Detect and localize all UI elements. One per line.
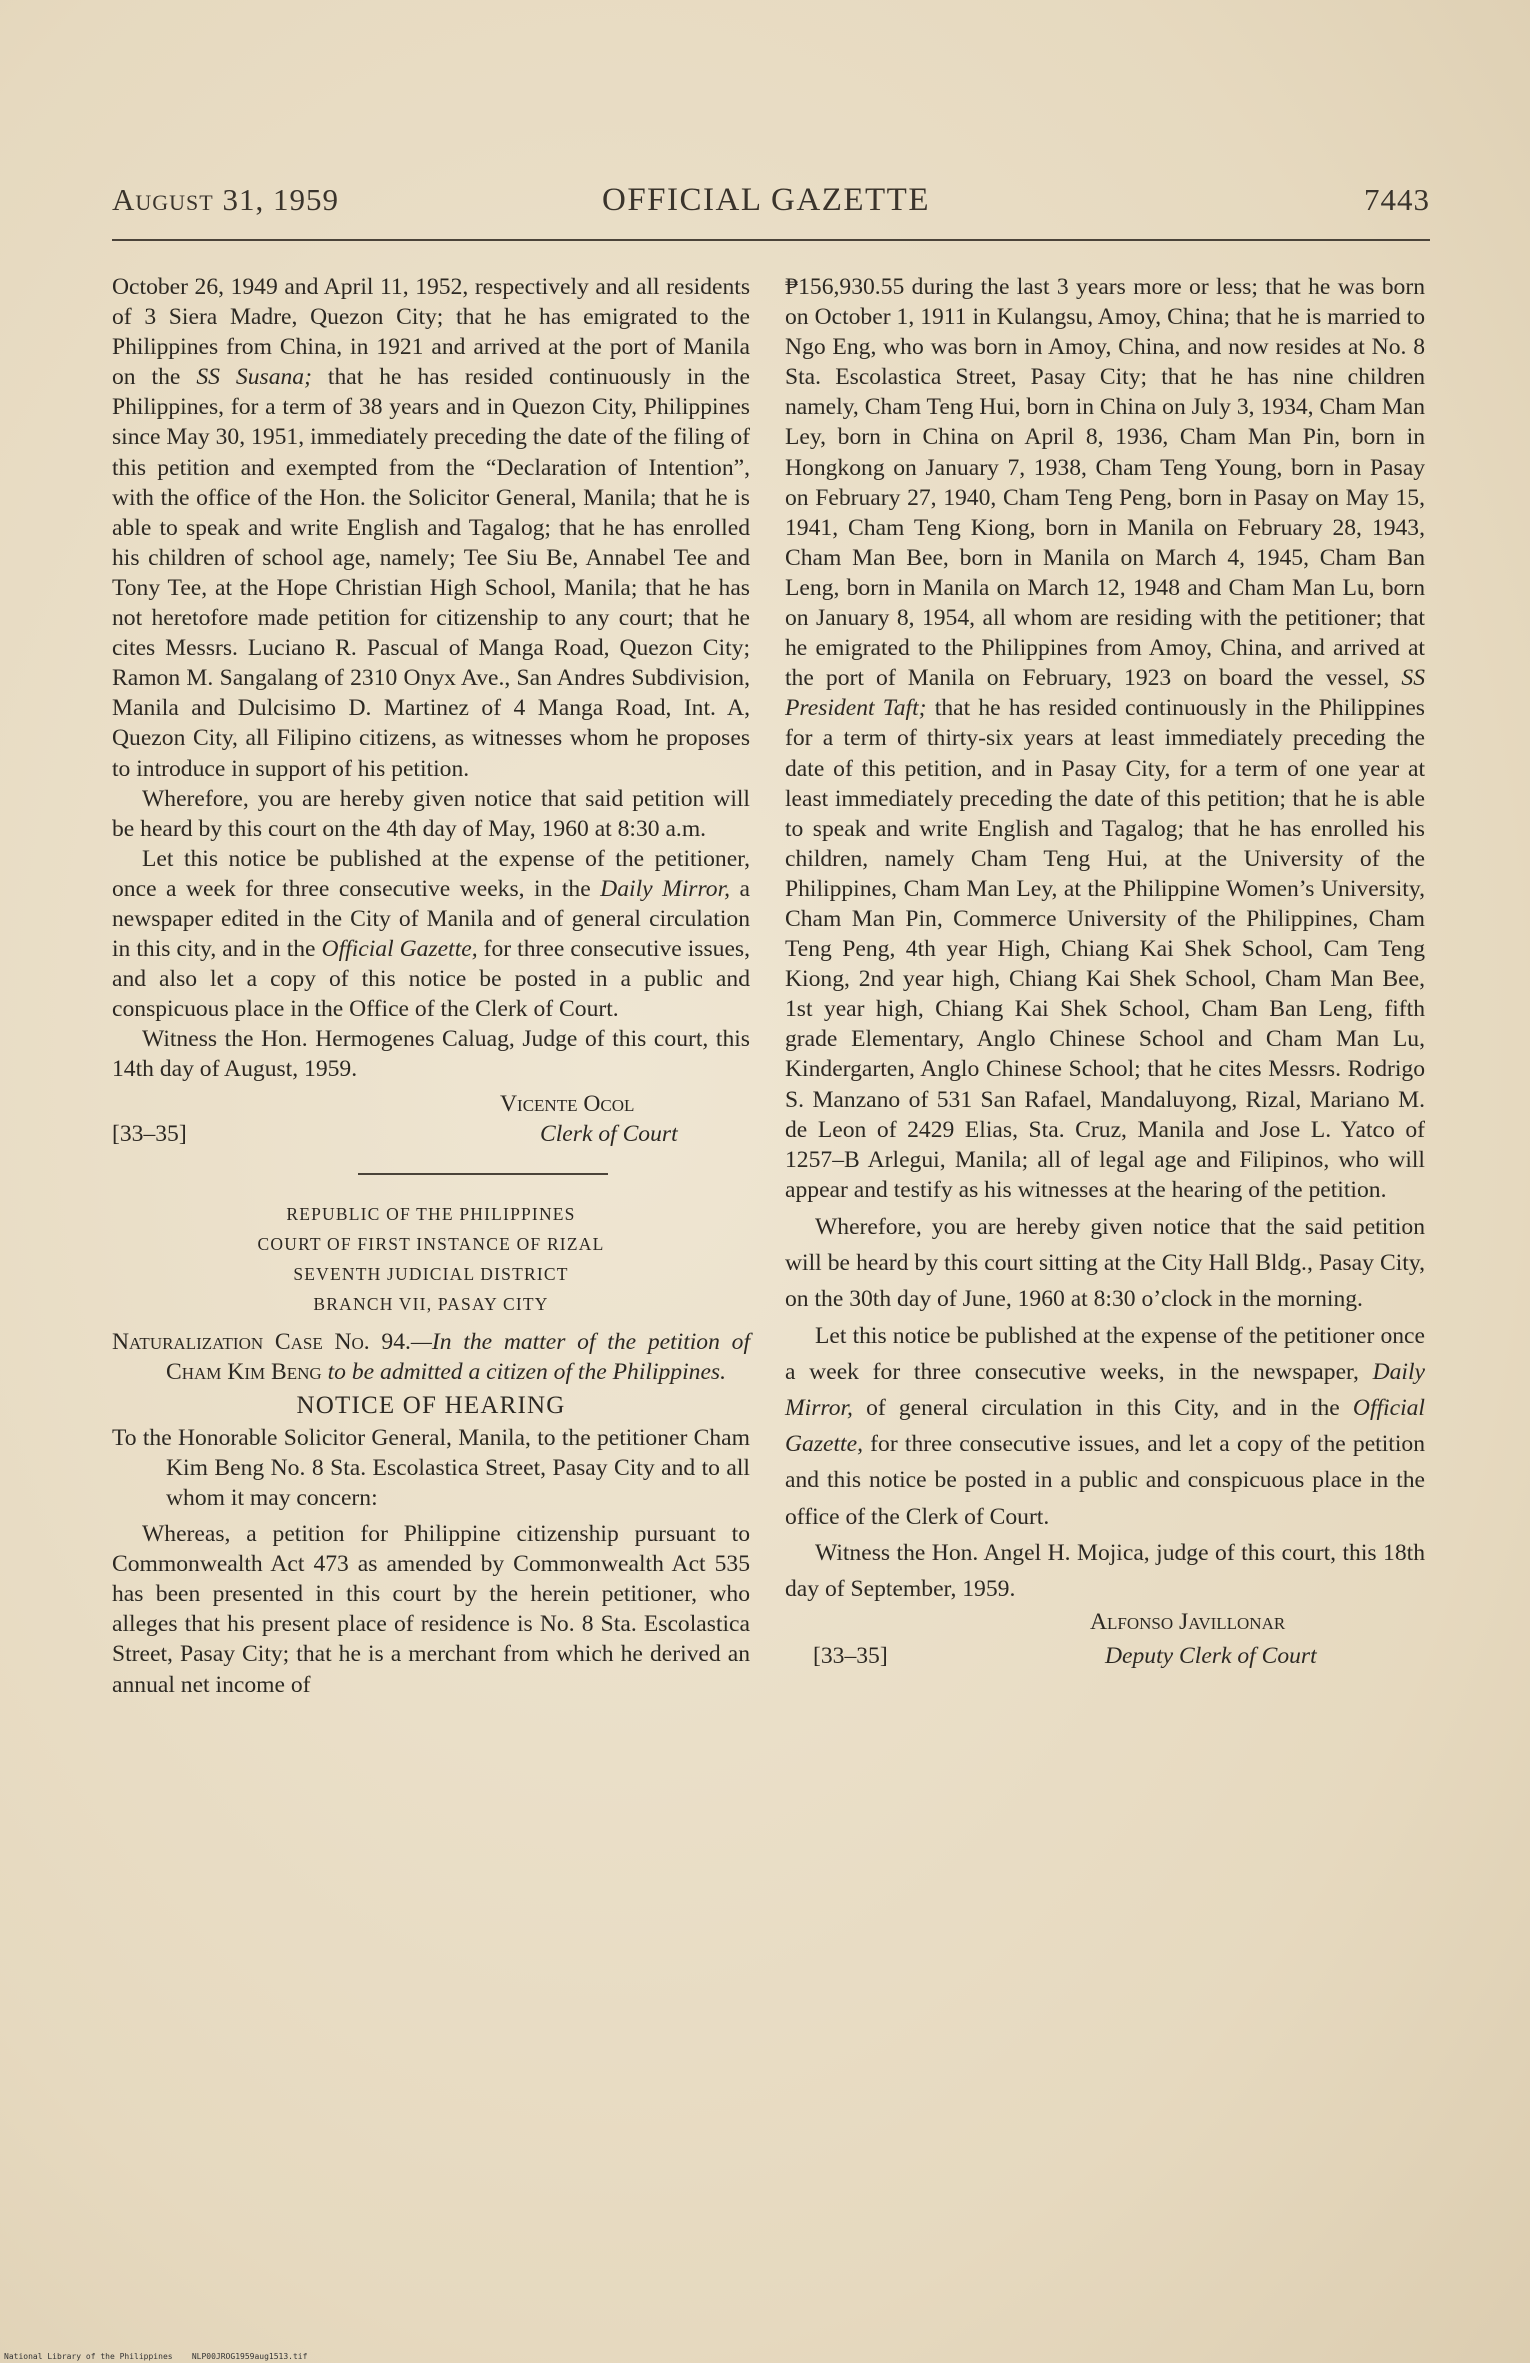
signature-block-2 [785,1607,1425,1673]
signatory-name: Vicente Ocol [500,1090,635,1117]
scan-footer: National Library of the Philippines NLP00JROG1959aug1513.tif [4,2352,308,2361]
left-paragraph-4: Witness the Hon. Hermogenes Caluag, Judge of this court, this 14th day of August, 1959. [112,1026,750,1083]
right-lower-section [785,1209,1425,1607]
section-divider [358,1173,608,1175]
ship-name-2: SS President Taft; [785,665,1425,722]
case-caption: Naturalization Case No. 94.—In the matter of the petition of Cham Kim Beng to be admitted a citizen of the Philippines. [112,1328,750,1385]
address-block: To the Honorable Solicitor General, Manila, to the petitioner Cham Kim Beng No. 8 Sta. Escolastica Street, Pasay City and to all whom it may concern: [112,1424,750,1511]
signatory-name-2: Alfonso Javillonar [1090,1609,1286,1636]
signatory-title-2: Deputy Clerk of Court [1105,1643,1317,1670]
left-paragraph-5: Whereas, a petition for Philippine citizenship pursuant to Commonwealth Act 473 as amended by Commonwealth Act 535 has been presented in this court by the herein petitioner, who alleges that his present place of residence is No. 8 Sta. Escolastica Street, Pasay City; that he is a merchant from which he derived an annual net income of [112,1521,750,1698]
right-paragraph-3: Let this notice be published at the expense of the petitioner once a week for three consecutive weeks, in the newspaper, Daily Mirror, of general circulation in this City, and in the Official Gazette, for three consecutive issues, and let a copy of the petition and this notice be posted in a public and conspicuous place in the office of the Clerk of Court. [785,1322,1425,1530]
page-number: 7443 [1364,182,1430,217]
left-paragraph-2: Wherefore, you are hereby given notice that said petition will be heard by this court on the 4th day of May, 1960 at 8:30 a.m. [112,785,750,842]
right-column [785,272,1425,1673]
left-column [112,272,750,1700]
signature-block [112,1087,750,1147]
issue-ref-2: [33–35] [813,1643,888,1670]
running-header [112,182,1430,232]
left-paragraph-1: October 26, 1949 and April 11, 1952, respectively and all residents of 3 Siera Madre, Quezon City; that he has emigrated to the Philippines from China, in 1921 and arrived at the port of Manila on the SS Susana; that he has resided continuously in the Philippines, for a term of 38 years and in Quezon City, Philippines since May 30, 1951, immediately preceding the date of the filing of this petition and exempted from the “Declaration of Intention”, with the office of the Hon. the Solicitor General, Manila; that he is able to speak and write English and Tagalog; that he has enrolled his children of school age, namely; Tee Siu Be, Annabel Tee and Tony Tee, at the Hope Christian High School, Manila; that he has not heretofore made petition for citizenship to any court; that he cites Messrs. Luciano R. Pascual of Manga Road, Quezon City; Ramon M. Sangalang of 2310 Onyx Ave., San Andres Subdivision, Manila and Dulcisimo D. Martinez of 4 Manga Road, Int. A, Quezon City, all Filipino citizens, as witnesses whom he proposes to introduce in support of his petition. [112,274,751,782]
notice-title: NOTICE OF HEARING [296,1391,566,1419]
right-paragraph-4: Witness the Hon. Angel H. Mojica, judge of this court, this 18th day of September, 1959. [785,1539,1425,1602]
issue-ref: [33–35] [112,1120,187,1147]
left-paragraph-3: Let this notice be published at the expense of the petitioner, once a week for three consecutive weeks, in the Daily Mirror, a newspaper edited in the City of Manila and of general circulation in this city, and in the Official Gazette, for three consecutive issues, and also let a copy of this notice be posted in a public and conspicuous place in the Office of the Clerk of Court. [112,845,750,1023]
header-rule [112,239,1430,241]
publication-title: OFFICIAL GAZETTE [602,182,930,218]
court-heading: REPUBLIC OF THE PHILIPPINES COURT OF FIRST INSTANCE OF RIZAL SEVENTH JUDICIAL DISTRICT BRANCH VII, PASAY CITY [257,1203,605,1314]
right-paragraph-2: Wherefore, you are hereby given notice that the said petition will be heard by this court sitting at the City Hall Bldg., Pasay City, on the 30th day of June, 1960 at 8:30 o’clock in the morning. [785,1213,1425,1313]
right-paragraph-1: ₱156,930.55 during the last 3 years more or less; that he was born on October 1, 1911 in Kulangsu, Amoy, China; that he is married to Ngo Eng, who was born in Amoy, China, and now resides at No. 8 Sta. Escolastica Street, Pasay City; that he has nine children namely, Cham Teng Hui, born in China on July 3, 1934, Cham Man Ley, born in China on April 8, 1936, Cham Man Pin, born in Hongkong on January 7, 1938, Cham Teng Young, born in Pasay on February 27, 1940, Cham Teng Peng, born in Pasay on May 15, 1941, Cham Teng Kiong, born in Manila on February 28, 1943, Cham Man Bee, born in Manila on March 4, 1945, Cham Ban Leng, born in Manila on March 12, 1948 and Cham Man Lu, born on January 8, 1954, all whom are residing with the petitioner; that he emigrated to the Philippines from Amoy, China, and arrived at the port of Manila on February, 1923 on board the vessel, SS President Taft; that he has resided continuously in the Philippines for a term of thirty-six years at least immediately preceding the date of this petition, and in Pasay City, for a term of one year at least immediately preceding the date of this petition; that he is able to speak and write English and Tagalog; that he has enrolled his children, namely Cham Teng Hui, at the University of the Philippines, Cham Man Ley, at the Philippine Women’s University, Cham Man Pin, Commerce University of the Philippines, Cham Teng Peng, 4th year High, Chiang Kai Shek School, Cam Teng Kiong, 2nd year high, Chiang Kai Shek School, Cham Man Bee, 1st year high, Chiang Kai Shek School, Cham Ban Leng, fifth grade Elementary, Anglo Chinese School and Cham Man Lu, Kindergarten, Anglo Chinese School; that he cites Messrs. Rodrigo S. Manzano of 531 San Rafael, Mandaluyong, Rizal, Mariano M. de Leon of 2429 Elias, Sta. Cruz, Manila and Jose L. Yatco of 1257–B Arlegui, Manila; all of legal age and Filipinos, who will appear and testify as his witnesses at the hearing of the petition. [785,274,1425,1203]
ship-name: SS Susana; [196,364,312,391]
issue-date: August 31, 1959 [112,182,339,217]
signatory-title: Clerk of Court [540,1120,678,1147]
